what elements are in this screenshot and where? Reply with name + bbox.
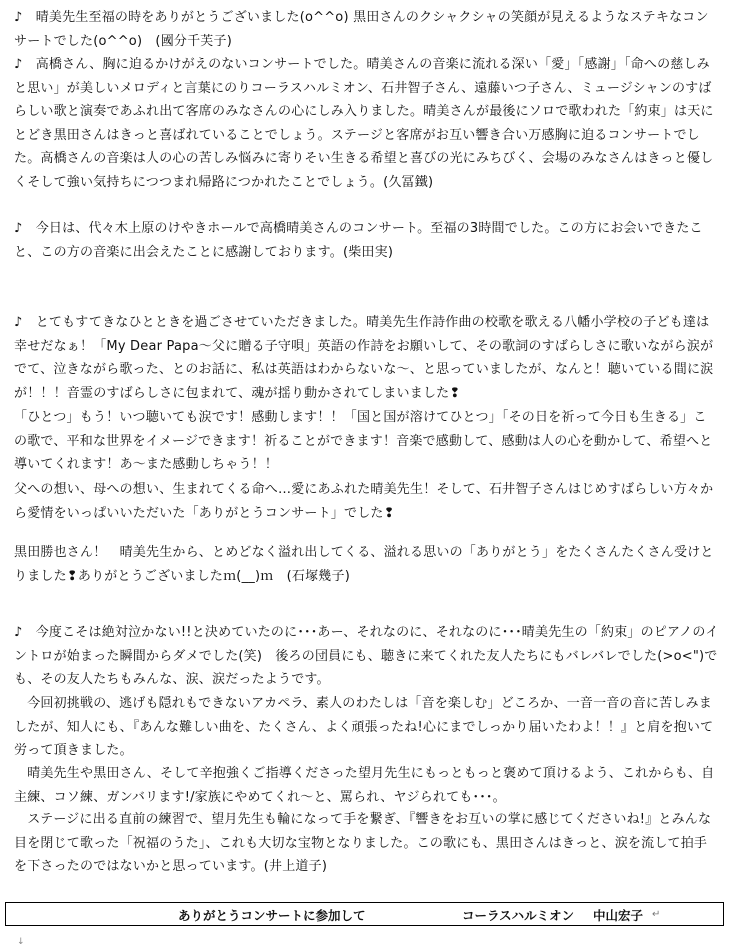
comment-kokubun: ♪ 晴美先生至福の時をありがとうございました(o^^o) 黒田さんのクシャクシャの笑顔が見えるようなステキなコンサートでした(o^^o) (國分千芙子) <box>14 10 709 49</box>
end-mark-icon: ↓ <box>17 937 25 947</box>
comment-shibata: ♪ 今日は、代々木上原のけやきホールで高橋晴美さんのコンサート。至福の3時間でした。この方にお会いできたこと、この方の音楽に出会えたことに感謝しております。(柴田実) <box>14 221 703 260</box>
comment-inoue-2: 今回初挑戦の、逃げも隠れもできないアカペラ、素人のわたしは「音を楽しむ」どころか、一音一音の音に苦しみましたが、知人にも、『あんな難しい曲を、たくさん、よく頑張ったね!心にまでしっかり届いたわよ！！』と肩を抱いて労って頂きました。 <box>14 696 714 758</box>
footer-author: 中山宏子 <box>593 908 644 923</box>
comment-ishizuka-3: 父への想い、母への想い、生まれてくる命へ…愛にあふれた晴美先生！そして、石井智子さんはじめすばらしい方々から愛情をいっぱいいただいた「ありがとうコンサート」でした❢ <box>14 482 714 521</box>
footer-title-box <box>5 902 724 926</box>
comment-kudome: ♪ 高橋さん、胸に迫るかけがえのないコンサートでした。晴美さんの音楽に流れる深い「愛」「感謝」「命への慈しみと思い」が美しいメロディと言葉にのりコーラスハルミオン、石井智子さん、遠藤いつ子さん、ミュージシャンのすばらしい歌と演奏であふれ出て客席のみなさんの心にしみ入りました。晴美さんが最後にソロで歌われた「約束」は天にとどき黒田さんはきっと喜ばれていることでしょう。ステージと客席がお互い響き合い万感胸に迫るコンサートでした。高橋さんの音楽は人の心の苦しみ悩みに寄りそい生きる希望と喜びの光にみちびく、会場のみなさんはきっと優しくそして強い気持ちにつつまれ帰路につかれたことでしょう。(久冨鐵) <box>14 57 714 190</box>
footer-title: ありがとうコンサートに参加して <box>178 908 366 923</box>
footer-group: コーラスハルミオン <box>462 908 575 923</box>
comment-ishizuka-4: 黒田勝也さん！ 晴美先生から、とめどなく溢れ出してくる、溢れる思いの「ありがとう」をたくさんたくさん受けとりました❢ありがとうございましたｍ(__)ｍ (石塚幾子) <box>14 545 714 584</box>
return-mark-icon: ↵ <box>652 909 661 920</box>
comment-inoue-1: ♪ 今度こそは絶対泣かない!!と決めていたのに･･･あー、それなのに、それなのに･･･晴美先生の「約束」のピアノのイントロが始まった瞬間からダメでした(笑) 後ろの団員にも、聴きに来てくれた友人たちにもバレバレでした(>o<")でも、その友人たちもみんな、涙、涙だったようです。 <box>14 625 719 687</box>
comment-ishizuka-1: ♪ とてもすてきなひとときを過ごさせていただきました。晴美先生作詩作曲の校歌を歌える八幡小学校の子ども達は幸せだなぁ！「My Dear Papa～父に贈る子守唄」英語の作詩をお願いして、その歌詞のすばらしさに歌いながら涙がでて、泣きながら歌った、とのお話に、私は英語はわからないな～、と思っていましたが、なんと！聴いている間に涙が！！！音霊のすばらしさに包まれて、魂が揺り動かされてしまいました❢ <box>14 315 714 401</box>
comment-inoue-3: 晴美先生や黒田さん、そして辛抱強くご指導くださった望月先生にもっともっと褒めて頂けるよう、これからも、自主練、コソ練、ガンバリます!/家族にやめてくれ～と、罵られ、ヤジられても･･･。 <box>14 766 715 805</box>
comment-inoue-4: ステージに出る直前の練習で、望月先生も輪になって手を繋ぎ、『響きをお互いの掌に感じてくださいね!』とみんな目を閉じて歌った「祝福のうた」、これも大切な宝物となりました。この歌にも、黒田さんはきっと、涙を流して拍手を下さったのではないかと思っています。(井上道子) <box>14 812 712 874</box>
comment-ishizuka-2: 「ひとつ」もう！いつ聴いても涙です！感動します！！「国と国が溶けてひとつ」「その日を祈って今日も生きる」この歌で、平和な世界をイメージできます！祈ることができます！音楽で感動して、感動は人の心を動かして、希望へと導いてくれます！あ～また感動しちゃう！！ <box>14 410 713 472</box>
